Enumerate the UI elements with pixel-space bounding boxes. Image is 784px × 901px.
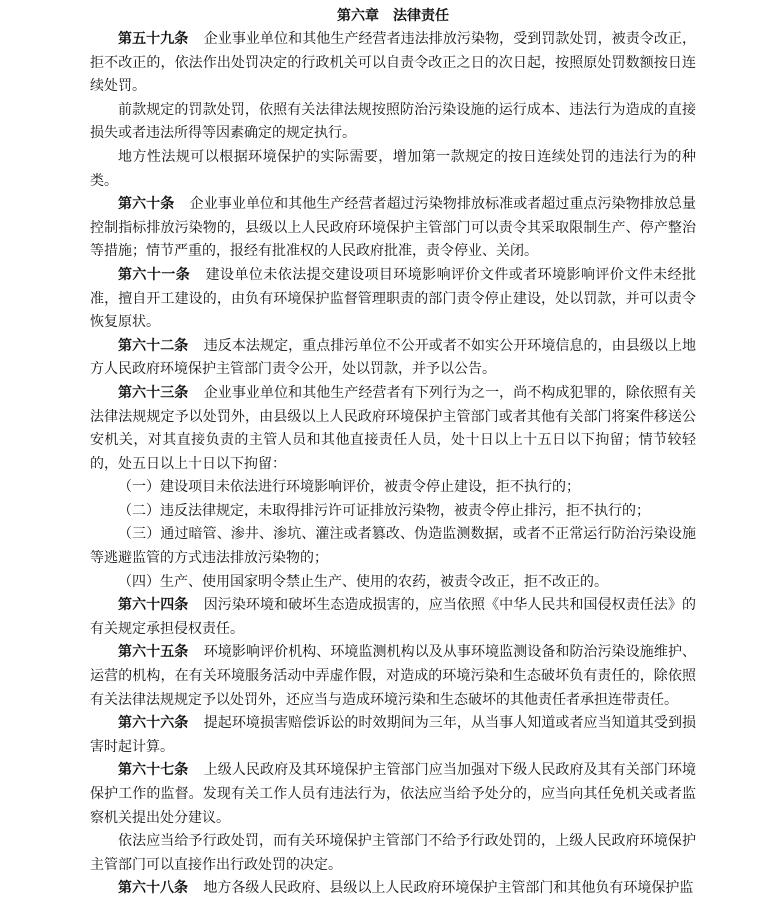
paragraph xyxy=(90,594,696,641)
paragraph-text: 建设单位未依法提交建设项目环境影响评价文件或者环境影响评价文件未经批准，擅自开工建设的，由负有环境保护监督管理职责的部门责令停止建设，处以罚款，并可以责令恢复原状。 xyxy=(90,266,696,331)
paragraph-text: （二）违反法律规定，未取得排污许可证排放污染物，被责令停止排污，拒不执行的； xyxy=(118,502,650,519)
article-number: 第六十七条 xyxy=(118,762,189,779)
paragraph-text: （三）通过暗管、渗井、渗坑、灌注或者篡改、伪造监测数据，或者不正常运行防治污染设施等逃避监管的方式违法排放污染物的； xyxy=(90,526,696,567)
paragraph xyxy=(90,146,696,193)
paragraph xyxy=(90,571,696,595)
article-number: 第六十八条 xyxy=(118,880,188,897)
paragraph-text: 地方各级人民政府、县级以上人民政府环境保护主管部门和其他负有环境保护监 xyxy=(203,880,694,897)
paragraph-text: （一）建设项目未依法进行环境影响评价，被责令停止建设，拒不执行的； xyxy=(118,479,580,496)
paragraph-text: 地方性法规可以根据环境保护的实际需要，增加第一款规定的按日连续处罚的违法行为的种类。 xyxy=(90,148,696,189)
paragraph-text: （四）生产、使用国家明令禁止生产、使用的农药，被责令改正，拒不改正的。 xyxy=(118,573,608,590)
paragraph xyxy=(90,28,696,99)
article-number: 第六十三条 xyxy=(118,384,189,401)
paragraph xyxy=(90,264,696,335)
article-number: 第六十五条 xyxy=(118,644,189,661)
article-number: 第六十六条 xyxy=(118,715,189,732)
paragraph xyxy=(90,193,696,264)
paragraph-text: 违反本法规定，重点排污单位不公开或者不如实公开环境信息的，由县级以上地方人民政府环境保护主管部门责令公开，处以罚款，并予以公告。 xyxy=(90,337,697,378)
paragraph xyxy=(90,99,696,146)
paragraph xyxy=(90,335,696,382)
article-number: 第五十九条 xyxy=(118,31,189,47)
paragraph xyxy=(90,641,696,712)
paragraph xyxy=(90,712,696,759)
paragraph xyxy=(90,523,696,570)
paragraph xyxy=(90,830,696,877)
article-number: 第六十一条 xyxy=(118,266,191,283)
paragraph-text: 依法应当给予行政处罚，而有关环境保护主管部门不给予行政处罚的，上级人民政府环境保护主管部门可以直接作出行政处罚的决定。 xyxy=(90,833,696,873)
paragraph xyxy=(90,476,696,500)
chapter-title: 第六章 法律责任 xyxy=(337,8,449,24)
paragraph-text: 上级人民政府及其环境保护主管部门应当加强对下级人民政府及其有关部门环境保护工作的监督。发现有关工作人员有违法行为，依法应当给予处分的，应当向其任免机关或者监察机关提出处分建议。 xyxy=(90,762,697,826)
paragraph-text: 环境影响评价机构、环境监测机构以及从事环境监测设备和防治污染设施维护、运营的机构，在有关环境服务活动中弄虚作假，对造成的环境污染和生态破坏负有责任的，除依照有关法律法规规定予以处罚外，还应当与造成环境污染和生态破坏的其他责任者承担连带责任。 xyxy=(90,644,697,708)
paragraph-text: 提起环境损害赔偿诉讼的时效期间为三年，从当事人知道或者应当知道其受到损害时起计算。 xyxy=(90,715,697,755)
paragraph-text: 前款规定的罚款处罚，依照有关法律法规按照防治污染设施的运行成本、违法行为造成的直接损失或者违法所得等因素确定的规定执行。 xyxy=(90,101,696,142)
document-body xyxy=(90,28,696,901)
paragraph-text: 企业事业单位和其他生产经营者违法排放污染物，受到罚款处罚，被责令改正，拒不改正的，依法作出处罚决定的行政机关可以自责令改正之日的次日起，按照原处罚数额按日连续处罚。 xyxy=(90,31,697,95)
paragraph xyxy=(90,500,696,524)
paragraph xyxy=(90,877,696,901)
paragraph-text: 企业事业单位和其他生产经营者有下列行为之一，尚不构成犯罪的，除依照有关法律法规规定予以处罚外，由县级以上人民政府环境保护主管部门或者其他有关部门将案件移送公安机关，对其直接负责的主管人员和其他直接责任人员，处十日以上十五日以下拘留；情节较轻的，处五日以上十日以下拘留： xyxy=(90,384,697,472)
paragraph-text: 企业事业单位和其他生产经营者超过污染物排放标准或者超过重点污染物排放总量控制指标排放污染物的，县级以上人民政府环境保护主管部门可以责令其采取限制生产、停产整治等措施；情节严重的，报经有批准权的人民政府批准，责令停业、关闭。 xyxy=(90,196,697,260)
article-number: 第六十条 xyxy=(118,196,175,213)
article-number: 第六十四条 xyxy=(118,597,189,614)
paragraph xyxy=(90,382,696,476)
paragraph-text: 因污染环境和破坏生态造成损害的，应当依照《中华人民共和国侵权责任法》的有关规定承担侵权责任。 xyxy=(90,597,697,637)
article-number: 第六十二条 xyxy=(118,337,189,354)
